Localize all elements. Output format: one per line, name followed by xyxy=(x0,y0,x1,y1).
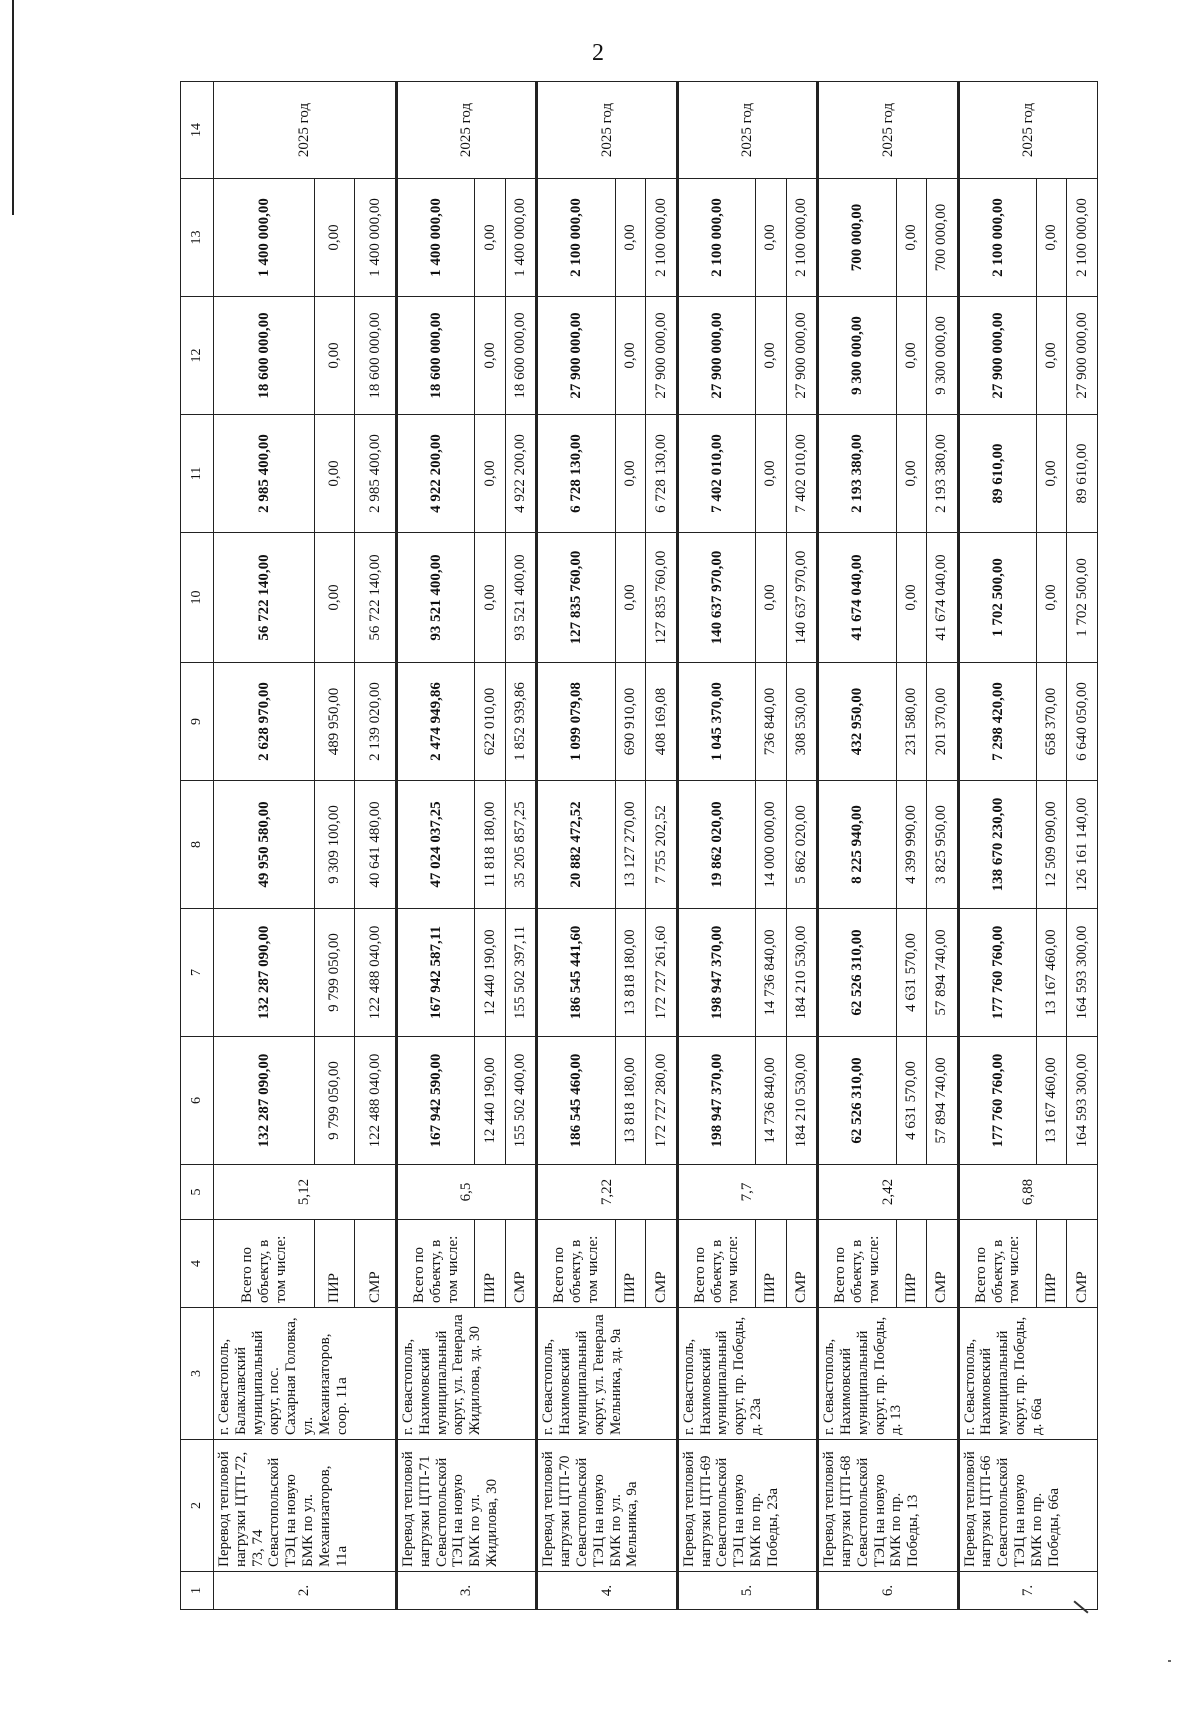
value-cell: 35 205 857,25 xyxy=(505,781,537,909)
value-cell: 122 488 040,00 xyxy=(355,909,397,1037)
value-cell: 27 900 000,00 xyxy=(1067,297,1098,415)
scan-edge-line xyxy=(12,0,14,215)
value-cell: 8 225 940,00 xyxy=(818,781,896,909)
value-cell: 0,00 xyxy=(1037,297,1067,415)
column-number-11: 11 xyxy=(181,415,214,533)
value-cell: 4 631 570,00 xyxy=(896,909,926,1037)
row-number-cell: 7. xyxy=(958,1572,1097,1610)
scan-dot xyxy=(1168,1660,1171,1662)
cost-type-cell: Всего по объекту, в том числе: xyxy=(958,1220,1036,1308)
capacity-cell: 7,22 xyxy=(537,1165,677,1220)
column-number-1: 1 xyxy=(181,1572,214,1610)
rotated-table-container xyxy=(180,82,1098,1610)
value-cell: 0,00 xyxy=(615,415,645,533)
row-number-cell: 3. xyxy=(396,1572,536,1610)
value-cell: 4 399 990,00 xyxy=(896,781,926,909)
column-number-4: 4 xyxy=(181,1220,214,1308)
value-cell: 89 610,00 xyxy=(1067,415,1098,533)
value-cell: 56 722 140,00 xyxy=(355,533,397,663)
column-number-9: 9 xyxy=(181,663,214,781)
value-cell: 1 400 000,00 xyxy=(355,179,397,297)
value-cell: 6 640 050,00 xyxy=(1067,663,1098,781)
value-cell: 11 818 180,00 xyxy=(475,781,505,909)
value-cell: 18 600 000,00 xyxy=(505,297,537,415)
value-cell: 9 799 050,00 xyxy=(315,1037,355,1165)
value-cell: 4 922 200,00 xyxy=(396,415,474,533)
value-cell: 14 000 000,00 xyxy=(756,781,786,909)
value-cell: 690 910,00 xyxy=(615,663,645,781)
value-cell: 3 825 950,00 xyxy=(926,781,958,909)
value-cell: 0,00 xyxy=(475,415,505,533)
cost-type-cell: ПИР xyxy=(615,1220,645,1308)
value-cell: 658 370,00 xyxy=(1037,663,1067,781)
column-number-13: 13 xyxy=(181,179,214,297)
value-cell: 138 670 230,00 xyxy=(958,781,1036,909)
value-cell: 172 727 280,00 xyxy=(646,1037,678,1165)
value-cell: 4 922 200,00 xyxy=(505,415,537,533)
value-cell: 164 593 300,00 xyxy=(1067,1037,1098,1165)
value-cell: 1 400 000,00 xyxy=(396,179,474,297)
value-cell: 308 530,00 xyxy=(786,663,818,781)
row-number-cell: 5. xyxy=(677,1572,817,1610)
cost-type-cell: ПИР xyxy=(896,1220,926,1308)
cost-type-cell: СМР xyxy=(355,1220,397,1308)
column-number-row xyxy=(181,82,214,1610)
value-cell: 1 045 370,00 xyxy=(677,663,755,781)
column-number-10: 10 xyxy=(181,533,214,663)
value-cell: 13 167 460,00 xyxy=(1037,909,1067,1037)
budget-table xyxy=(180,81,1098,1610)
value-cell: 9 309 100,00 xyxy=(315,781,355,909)
value-cell: 1 400 000,00 xyxy=(505,179,537,297)
value-cell: 9 300 000,00 xyxy=(818,297,896,415)
value-cell: 7 402 010,00 xyxy=(677,415,755,533)
value-cell: 140 637 970,00 xyxy=(677,533,755,663)
value-cell: 18 600 000,00 xyxy=(396,297,474,415)
value-cell: 164 593 300,00 xyxy=(1067,909,1098,1037)
cost-type-cell: Всего по объекту, в том числе: xyxy=(396,1220,474,1308)
value-cell: 7 402 010,00 xyxy=(786,415,818,533)
value-cell: 700 000,00 xyxy=(818,179,896,297)
value-cell: 0,00 xyxy=(475,179,505,297)
value-cell: 167 942 587,11 xyxy=(396,909,474,1037)
value-cell: 198 947 370,00 xyxy=(677,909,755,1037)
value-cell: 18 600 000,00 xyxy=(214,297,315,415)
value-cell: 14 736 840,00 xyxy=(756,909,786,1037)
row-number-cell: 4. xyxy=(537,1572,677,1610)
object-location-cell: г. Севастополь, Нахимовский муниципальный округ, пр. Победы, д. 66а xyxy=(958,1308,1097,1440)
value-cell: 27 900 000,00 xyxy=(786,297,818,415)
value-cell: 177 760 760,00 xyxy=(958,909,1036,1037)
value-cell: 184 210 530,00 xyxy=(786,1037,818,1165)
value-cell: 408 169,08 xyxy=(646,663,678,781)
value-cell: 186 545 460,00 xyxy=(537,1037,615,1165)
row-number-cell: 6. xyxy=(818,1572,958,1610)
cost-type-cell: ПИР xyxy=(756,1220,786,1308)
value-cell: 0,00 xyxy=(315,297,355,415)
value-cell: 9 300 000,00 xyxy=(926,297,958,415)
value-cell: 7 298 420,00 xyxy=(958,663,1036,781)
value-cell: 0,00 xyxy=(756,533,786,663)
object-location-cell: г. Севастополь, Нахимовский муниципальный округ, ул. Генерала Мельника, зд. 9а xyxy=(537,1308,677,1440)
value-cell: 127 835 760,00 xyxy=(537,533,615,663)
cost-type-cell: СМР xyxy=(786,1220,818,1308)
value-cell: 0,00 xyxy=(1037,179,1067,297)
value-cell: 1 400 000,00 xyxy=(214,179,315,297)
value-cell: 0,00 xyxy=(615,297,645,415)
value-cell: 1 852 939,86 xyxy=(505,663,537,781)
value-cell: 186 545 441,60 xyxy=(537,909,615,1037)
value-cell: 6 728 130,00 xyxy=(646,415,678,533)
value-cell: 0,00 xyxy=(756,297,786,415)
value-cell: 489 950,00 xyxy=(315,663,355,781)
value-cell: 700 000,00 xyxy=(926,179,958,297)
year-cell: 2025 год xyxy=(537,82,677,179)
value-cell: 0,00 xyxy=(315,179,355,297)
cost-type-cell: СМР xyxy=(505,1220,537,1308)
value-cell: 27 900 000,00 xyxy=(958,297,1036,415)
cost-type-cell: Всего по объекту, в том числе: xyxy=(214,1220,315,1308)
value-cell: 2 985 400,00 xyxy=(355,415,397,533)
cost-type-cell: ПИР xyxy=(475,1220,505,1308)
value-cell: 127 835 760,00 xyxy=(646,533,678,663)
value-cell: 41 674 040,00 xyxy=(926,533,958,663)
object-location-cell: г. Севастополь, Нахимовский муниципальный округ, ул. Генерала Жидилова, зд. 30 xyxy=(396,1308,536,1440)
year-cell: 2025 год xyxy=(214,82,397,179)
value-cell: 0,00 xyxy=(756,179,786,297)
column-number-8: 8 xyxy=(181,781,214,909)
object-name-cell: Перевод тепловой нагрузки ЦТП-68 Севастопольской ТЭЦ на новую БМК по пр. Победы, 13 xyxy=(818,1440,958,1572)
value-cell: 432 950,00 xyxy=(818,663,896,781)
value-cell: 155 502 400,00 xyxy=(505,1037,537,1165)
value-cell: 13 818 180,00 xyxy=(615,909,645,1037)
table-row xyxy=(396,82,474,1610)
object-name-cell: Перевод тепловой нагрузки ЦТП-70 Севастопольской ТЭЦ на новую БМК по ул. Мельника, 9а xyxy=(537,1440,677,1572)
capacity-cell: 5,12 xyxy=(214,1165,397,1220)
value-cell: 126 161 140,00 xyxy=(1067,781,1098,909)
value-cell: 0,00 xyxy=(896,297,926,415)
value-cell: 122 488 040,00 xyxy=(355,1037,397,1165)
cost-type-cell: Всего по объекту, в том числе: xyxy=(537,1220,615,1308)
cost-type-cell: СМР xyxy=(1067,1220,1098,1308)
value-cell: 13 167 460,00 xyxy=(1037,1037,1067,1165)
object-name-cell: Перевод тепловой нагрузки ЦТП-72, 73, 74 Севастопольской ТЭЦ на новую БМК по ул. Механизаторов, 11а xyxy=(214,1440,397,1572)
cost-type-cell: СМР xyxy=(646,1220,678,1308)
value-cell: 132 287 090,00 xyxy=(214,1037,315,1165)
value-cell: 0,00 xyxy=(896,415,926,533)
value-cell: 20 882 472,52 xyxy=(537,781,615,909)
column-number-7: 7 xyxy=(181,909,214,1037)
capacity-cell: 7,7 xyxy=(677,1165,817,1220)
value-cell: 93 521 400,00 xyxy=(505,533,537,663)
value-cell: 2 100 000,00 xyxy=(537,179,615,297)
value-cell: 155 502 397,11 xyxy=(505,909,537,1037)
column-number-2: 2 xyxy=(181,1440,214,1572)
value-cell: 177 760 760,00 xyxy=(958,1037,1036,1165)
value-cell: 13 127 270,00 xyxy=(615,781,645,909)
value-cell: 57 894 740,00 xyxy=(926,1037,958,1165)
value-cell: 2 139 020,00 xyxy=(355,663,397,781)
value-cell: 4 631 570,00 xyxy=(896,1037,926,1165)
value-cell: 2 193 380,00 xyxy=(818,415,896,533)
value-cell: 13 818 180,00 xyxy=(615,1037,645,1165)
value-cell: 27 900 000,00 xyxy=(677,297,755,415)
cost-type-cell: ПИР xyxy=(315,1220,355,1308)
object-location-cell: г. Севастополь, Балаклавский муниципальный округ, пос. Сахарная Головка, ул. Механизаторов, соор. 11а xyxy=(214,1308,397,1440)
table-row xyxy=(677,82,755,1610)
value-cell: 62 526 310,00 xyxy=(818,909,896,1037)
column-number-6: 6 xyxy=(181,1037,214,1165)
value-cell: 0,00 xyxy=(315,415,355,533)
value-cell: 0,00 xyxy=(315,533,355,663)
value-cell: 2 100 000,00 xyxy=(1067,179,1098,297)
value-cell: 198 947 370,00 xyxy=(677,1037,755,1165)
row-number-cell: 2. xyxy=(214,1572,397,1610)
value-cell: 12 440 190,00 xyxy=(475,909,505,1037)
value-cell: 0,00 xyxy=(1037,415,1067,533)
value-cell: 172 727 261,60 xyxy=(646,909,678,1037)
cost-type-cell: Всего по объекту, в том числе: xyxy=(677,1220,755,1308)
value-cell: 1 702 500,00 xyxy=(1067,533,1098,663)
year-cell: 2025 год xyxy=(818,82,958,179)
value-cell: 18 600 000,00 xyxy=(355,297,397,415)
capacity-cell: 2,42 xyxy=(818,1165,958,1220)
object-name-cell: Перевод тепловой нагрузки ЦТП-71 Севастопольской ТЭЦ на новую БМК по ул. Жидилова, 30 xyxy=(396,1440,536,1572)
value-cell: 140 637 970,00 xyxy=(786,533,818,663)
table-row xyxy=(537,82,615,1610)
object-name-cell: Перевод тепловой нагрузки ЦТП-66 Севастопольской ТЭЦ на новую БМК по пр. Победы, 66а xyxy=(958,1440,1097,1572)
value-cell: 1 099 079,08 xyxy=(537,663,615,781)
table-row xyxy=(214,82,315,1610)
value-cell: 2 100 000,00 xyxy=(786,179,818,297)
cost-type-cell: ПИР xyxy=(1037,1220,1067,1308)
value-cell: 132 287 090,00 xyxy=(214,909,315,1037)
value-cell: 12 509 090,00 xyxy=(1037,781,1067,909)
object-location-cell: г. Севастополь, Нахимовский муниципальный округ, пр. Победы, д. 13 xyxy=(818,1308,958,1440)
value-cell: 736 840,00 xyxy=(756,663,786,781)
value-cell: 0,00 xyxy=(756,415,786,533)
value-cell: 0,00 xyxy=(896,533,926,663)
column-number-14: 14 xyxy=(181,82,214,179)
value-cell: 47 024 037,25 xyxy=(396,781,474,909)
value-cell: 40 641 480,00 xyxy=(355,781,397,909)
value-cell: 19 862 020,00 xyxy=(677,781,755,909)
value-cell: 184 210 530,00 xyxy=(786,909,818,1037)
capacity-cell: 6,5 xyxy=(396,1165,536,1220)
value-cell: 167 942 590,00 xyxy=(396,1037,474,1165)
value-cell: 0,00 xyxy=(1037,533,1067,663)
value-cell: 27 900 000,00 xyxy=(646,297,678,415)
column-number-12: 12 xyxy=(181,297,214,415)
column-number-3: 3 xyxy=(181,1308,214,1440)
value-cell: 89 610,00 xyxy=(958,415,1036,533)
year-cell: 2025 год xyxy=(396,82,536,179)
value-cell: 0,00 xyxy=(615,533,645,663)
value-cell: 6 728 130,00 xyxy=(537,415,615,533)
column-number-5: 5 xyxy=(181,1165,214,1220)
value-cell: 9 799 050,00 xyxy=(315,909,355,1037)
value-cell: 0,00 xyxy=(475,533,505,663)
value-cell: 2 628 970,00 xyxy=(214,663,315,781)
value-cell: 12 440 190,00 xyxy=(475,1037,505,1165)
value-cell: 622 010,00 xyxy=(475,663,505,781)
year-cell: 2025 год xyxy=(677,82,817,179)
page-number: 2 xyxy=(592,40,604,66)
value-cell: 27 900 000,00 xyxy=(537,297,615,415)
value-cell: 2 100 000,00 xyxy=(677,179,755,297)
cost-type-cell: СМР xyxy=(926,1220,958,1308)
object-location-cell: г. Севастополь, Нахимовский муниципальный округ, пр. Победы, д. 23а xyxy=(677,1308,817,1440)
value-cell: 2 474 949,86 xyxy=(396,663,474,781)
value-cell: 62 526 310,00 xyxy=(818,1037,896,1165)
value-cell: 2 100 000,00 xyxy=(958,179,1036,297)
year-cell: 2025 год xyxy=(958,82,1097,179)
value-cell: 7 755 202,52 xyxy=(646,781,678,909)
value-cell: 2 193 380,00 xyxy=(926,415,958,533)
value-cell: 231 580,00 xyxy=(896,663,926,781)
value-cell: 0,00 xyxy=(475,297,505,415)
value-cell: 41 674 040,00 xyxy=(818,533,896,663)
value-cell: 93 521 400,00 xyxy=(396,533,474,663)
value-cell: 2 100 000,00 xyxy=(646,179,678,297)
value-cell: 5 862 020,00 xyxy=(786,781,818,909)
capacity-cell: 6,88 xyxy=(958,1165,1097,1220)
table-row xyxy=(958,82,1036,1610)
cost-type-cell: Всего по объекту, в том числе: xyxy=(818,1220,896,1308)
value-cell: 57 894 740,00 xyxy=(926,909,958,1037)
value-cell: 0,00 xyxy=(896,179,926,297)
value-cell: 201 370,00 xyxy=(926,663,958,781)
table-row xyxy=(818,82,896,1610)
value-cell: 49 950 580,00 xyxy=(214,781,315,909)
value-cell: 56 722 140,00 xyxy=(214,533,315,663)
value-cell: 1 702 500,00 xyxy=(958,533,1036,663)
value-cell: 14 736 840,00 xyxy=(756,1037,786,1165)
value-cell: 2 985 400,00 xyxy=(214,415,315,533)
object-name-cell: Перевод тепловой нагрузки ЦТП-69 Севастопольской ТЭЦ на новую БМК по пр. Победы, 23а xyxy=(677,1440,817,1572)
value-cell: 0,00 xyxy=(615,179,645,297)
